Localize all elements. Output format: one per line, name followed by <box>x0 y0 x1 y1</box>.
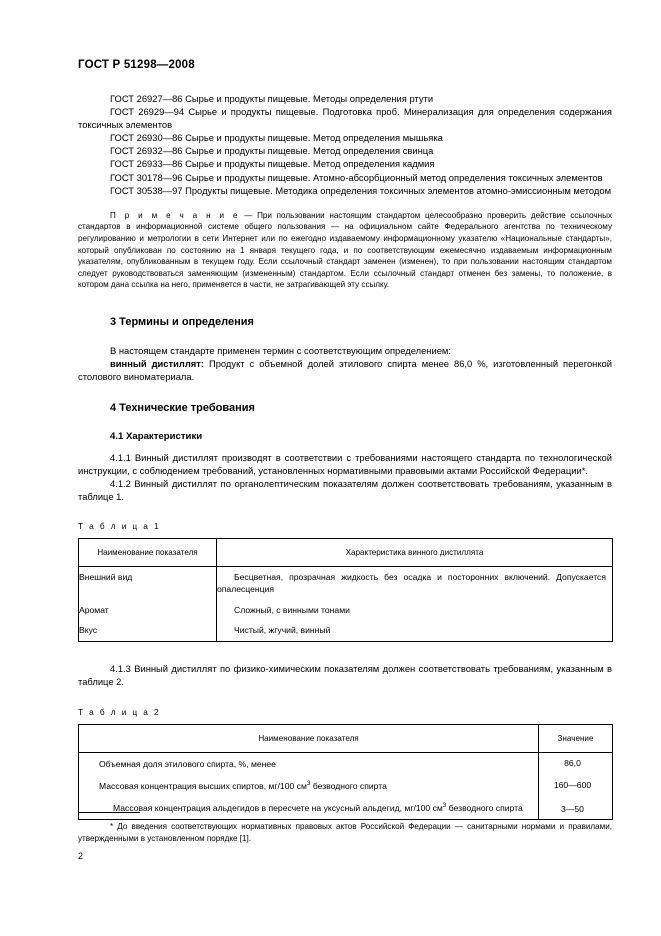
table2-header-name: Наименование показателя <box>79 725 539 753</box>
table2-row2-name-suffix: безводного спирта <box>446 803 523 814</box>
table-row <box>79 797 613 820</box>
superscript: 3 <box>442 802 447 810</box>
term-text: Продукт с объемной долей этилового спирта менее 86,0 %, изготовленный перегонкой столового виноматериала. <box>78 358 613 383</box>
section-heading-4-1: 4.1 Характеристики <box>110 431 203 443</box>
section3-intro: В настоящем стандарте применен термин с соответствующим определением: <box>110 344 451 356</box>
list-item: ГОСТ 26927—86 Сырье и продукты пищевые. Методы определения ртути <box>110 93 434 104</box>
table-row <box>79 620 613 641</box>
section-heading-3: 3 Термины и определения <box>110 315 254 328</box>
paragraph-4-1-1: 4.1.1 Винный дистиллят производят в соответствии с требованиями настоящего стандарта по технологической инструкции, с соблюдением требований, установленных нормативными правовыми актами Российской Федерации*. <box>78 452 612 477</box>
table1-header-name: Наименование показателя <box>79 538 217 566</box>
table-1 <box>78 538 613 642</box>
table-row <box>79 600 613 621</box>
footnote-separator <box>78 812 140 813</box>
superscript: 3 <box>306 780 311 788</box>
page-content <box>78 92 612 820</box>
table2-row1-name-suffix: безводного спирта <box>310 781 387 792</box>
paragraph-4-1-2: 4.1.2 Винный дистиллят по органолептическим показателям должен соответствовать требованиям, указанным в таблице 1. <box>78 478 612 503</box>
table1-caption: Т а б л и ц а 1 <box>78 520 161 531</box>
table2-row2-name-text: Массовая концентрация альдегидов в пересчете на уксусный альдегид, мг/100 см <box>113 803 443 814</box>
table1-row0-value <box>217 566 613 600</box>
term-name: винный дистиллят: <box>110 358 204 369</box>
normative-references-list <box>78 92 612 197</box>
table-header-row <box>79 538 613 566</box>
table1-row0-value-text: Бесцветная, прозрачная жидкость без осадка и посторонних включений. Допускается опалесценция <box>217 571 606 595</box>
table2-row0-name <box>79 753 539 776</box>
running-head: ГОСТ Р 51298—2008 <box>78 59 195 71</box>
table-row <box>79 566 613 600</box>
table2-row0-value: 86,0 <box>564 758 581 769</box>
table1-header-value: Характеристика винного дистиллята <box>217 538 613 566</box>
term-definition <box>78 357 612 383</box>
table1-row0-name: Внешний вид <box>79 566 217 600</box>
table-row <box>79 775 613 797</box>
table1-row2-name: Вкус <box>79 620 217 641</box>
table-row <box>79 753 613 776</box>
list-item: ГОСТ 26932—86 Сырье и продукты пищевые. Метод определения свинца <box>110 145 434 157</box>
table2-row1-value: 160—600 <box>553 780 592 791</box>
note-block <box>78 210 612 291</box>
table2-row2-name <box>79 797 539 820</box>
table-header-row <box>79 725 613 753</box>
table2-row2-value: 3—50 <box>561 803 584 814</box>
list-item: ГОСТ 26930—86 Сырье и продукты пищевые. Метод определения мышьяка <box>110 132 443 144</box>
list-item: ГОСТ 30538—97 Продукты пищевые. Методика определения токсичных элементов атомно-эмиссионным методом <box>110 184 612 196</box>
note-label: П р и м е ч а н и е <box>110 210 240 220</box>
section-heading-4: 4 Технические требования <box>110 402 255 415</box>
table-2 <box>78 724 613 820</box>
list-item: ГОСТ 26929—94 Сырье и продукты пищевые. Подготовка проб. Минерализация для определения содержания токсичных элементов <box>78 106 612 131</box>
table2-row1-name-text: Массовая концентрация высших спиртов, мг/100 см <box>99 781 307 792</box>
page-number: 2 <box>78 851 84 861</box>
list-item: ГОСТ 30178—96 Сырье и продукты пищевые. Атомно-абсорбционный метод определения токсичных элементов <box>110 171 603 183</box>
table2-header-value: Значение <box>539 725 613 753</box>
list-item: ГОСТ 26933—86 Сырье и продукты пищевые. Метод определения кадмия <box>110 158 435 170</box>
footnote-text: * До введения соответствующих нормативных правовых актов Российской Федерации — санитарными нормами и правилами, утвержденными в установленном порядке [1]. <box>78 822 612 843</box>
table1-row1-value-text: Сложный, с винными тонами <box>234 604 350 615</box>
table2-row1-name <box>79 775 539 797</box>
table1-row2-value-text: Чистый, жгучий, винный <box>234 625 331 636</box>
note-text: — При пользовании настоящим стандартом целесообразно проверить действие ссылочных стандартов в информационной системе общего пользования — на официальном сайте Федерального агентства по техническому регулированию и метрологии в сети Интернет или по ежегодно издаваемому информационному указателю «Национальные стандарты», который опубликован по состоянию на 1 января текущего года, и по соответствующим ежемесячно издаваемым информационным указателям, опубликованным в текущем году. Если ссылочный стандарт заменен (изменен), то при пользовании настоящим стандартом следует руководствоваться заменяющим (измененным) стандартом. Если ссылочный стандарт отменен без замены, то положение, в котором дана ссылка на него, применяется в части, не затрагивающей эту ссылку. <box>78 210 612 290</box>
table1-row1-name: Аромат <box>79 600 217 621</box>
table1-row2-value <box>217 620 613 641</box>
table1-row1-value <box>217 600 613 621</box>
table2-row0-name-text: Объемная доля этилового спирта, %, менее <box>99 759 276 770</box>
paragraph-4-1-3: 4.1.3 Винный дистиллят по физико-химическим показателям должен соответствовать требованиям, указанным в таблице 2. <box>78 662 612 688</box>
table2-caption: Т а б л и ц а 2 <box>78 707 161 718</box>
